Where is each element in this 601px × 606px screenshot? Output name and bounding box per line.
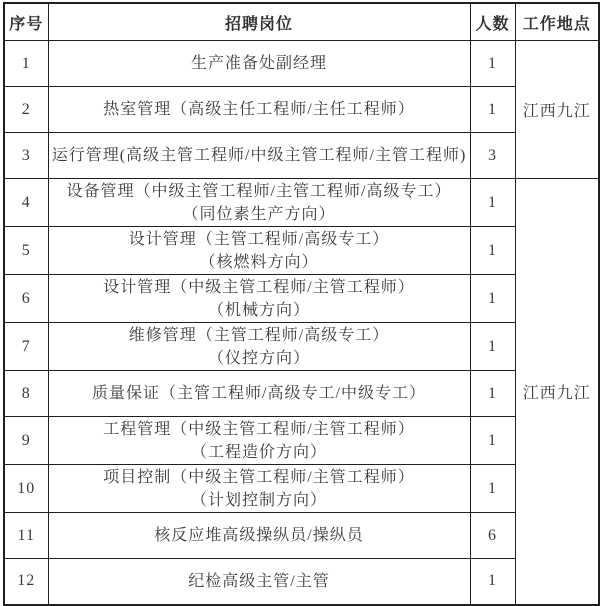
cell-position [48, 559, 470, 605]
cell-location: 江西九江 [515, 179, 599, 605]
cell-position [48, 87, 470, 133]
position-text: 维修管理（主管工程师/高级专工） [128, 326, 390, 344]
cell-position [48, 371, 470, 417]
cell-position [48, 133, 470, 179]
cell-headcount: 1 [470, 275, 515, 323]
cell-index: 11 [4, 513, 48, 559]
cell-position [48, 227, 470, 275]
table-row [4, 371, 599, 417]
cell-index: 7 [4, 323, 48, 371]
cell-position [48, 465, 470, 513]
cell-index: 6 [4, 275, 48, 323]
cell-headcount: 3 [470, 133, 515, 179]
cell-headcount: 1 [470, 227, 515, 275]
header-position: 招聘岗位 [48, 3, 470, 41]
cell-headcount: 1 [470, 179, 515, 227]
cell-position [48, 323, 470, 371]
cell-position [48, 417, 470, 465]
cell-headcount: 1 [470, 371, 515, 417]
cell-position [48, 179, 470, 227]
position-subtext: （工程造价方向） [190, 443, 327, 461]
cell-index: 4 [4, 179, 48, 227]
cell-headcount: 1 [470, 87, 515, 133]
position-text: 纪检高级主管/主管 [188, 572, 330, 590]
cell-index: 8 [4, 371, 48, 417]
cell-headcount: 1 [470, 323, 515, 371]
header-headcount: 人数 [470, 3, 515, 41]
cell-headcount: 1 [470, 465, 515, 513]
cell-index: 2 [4, 87, 48, 133]
cell-index: 9 [4, 417, 48, 465]
cell-index: 10 [4, 465, 48, 513]
cell-index: 3 [4, 133, 48, 179]
position-text: 生产准备处副经理 [190, 55, 327, 72]
cell-index: 12 [4, 559, 48, 605]
cell-headcount: 6 [470, 513, 515, 559]
header-index: 序号 [4, 3, 48, 41]
header-row [4, 3, 599, 41]
table-row [4, 87, 599, 133]
position-subtext: （同位素生产方向） [182, 205, 336, 223]
position-subtext: （核燃料方向） [199, 253, 319, 271]
cell-position [48, 275, 470, 323]
position-text: 质量保证（主管工程师/高级专工/中级专工） [92, 385, 426, 402]
table-row [4, 179, 599, 227]
header-location: 工作地点 [515, 3, 599, 41]
cell-position [48, 513, 470, 559]
cell-index: 5 [4, 227, 48, 275]
table-row [4, 41, 599, 87]
table-row [4, 417, 599, 465]
position-subtext: （机械方向） [207, 301, 310, 319]
table-row [4, 513, 599, 559]
table-row [4, 465, 599, 513]
position-text: 运行管理(高级主管工程师/中级主管工程师/主管工程师) [51, 147, 467, 164]
position-text: 项目控制（中级主管工程师/主管工程师） [103, 468, 415, 486]
position-subtext: （仪控方向） [207, 349, 310, 367]
position-text: 核反应堆高级操纵员/操纵员 [154, 527, 364, 544]
table-row [4, 227, 599, 275]
position-subtext: （计划控制方向） [190, 491, 327, 509]
cell-headcount: 1 [470, 417, 515, 465]
position-text: 设计管理（中级主管工程师/主管工程师） [103, 278, 415, 296]
table-row [4, 133, 599, 179]
cell-location: 江西九江 [515, 41, 599, 179]
cell-index: 1 [4, 41, 48, 87]
table-row [4, 323, 599, 371]
cell-headcount: 1 [470, 559, 515, 605]
position-text: 工程管理（中级主管工程师/主管工程师） [103, 420, 415, 438]
position-text: 设备管理（中级主管工程师/主管工程师/高级专工） [66, 182, 452, 200]
position-text: 热室管理（高级主任工程师/主任工程师） [103, 101, 415, 118]
table-row [4, 559, 599, 605]
recruitment-table [3, 2, 600, 606]
cell-position [48, 41, 470, 87]
table-row [4, 275, 599, 323]
cell-headcount: 1 [470, 41, 515, 87]
position-text: 设计管理（主管工程师/高级专工） [128, 230, 390, 248]
